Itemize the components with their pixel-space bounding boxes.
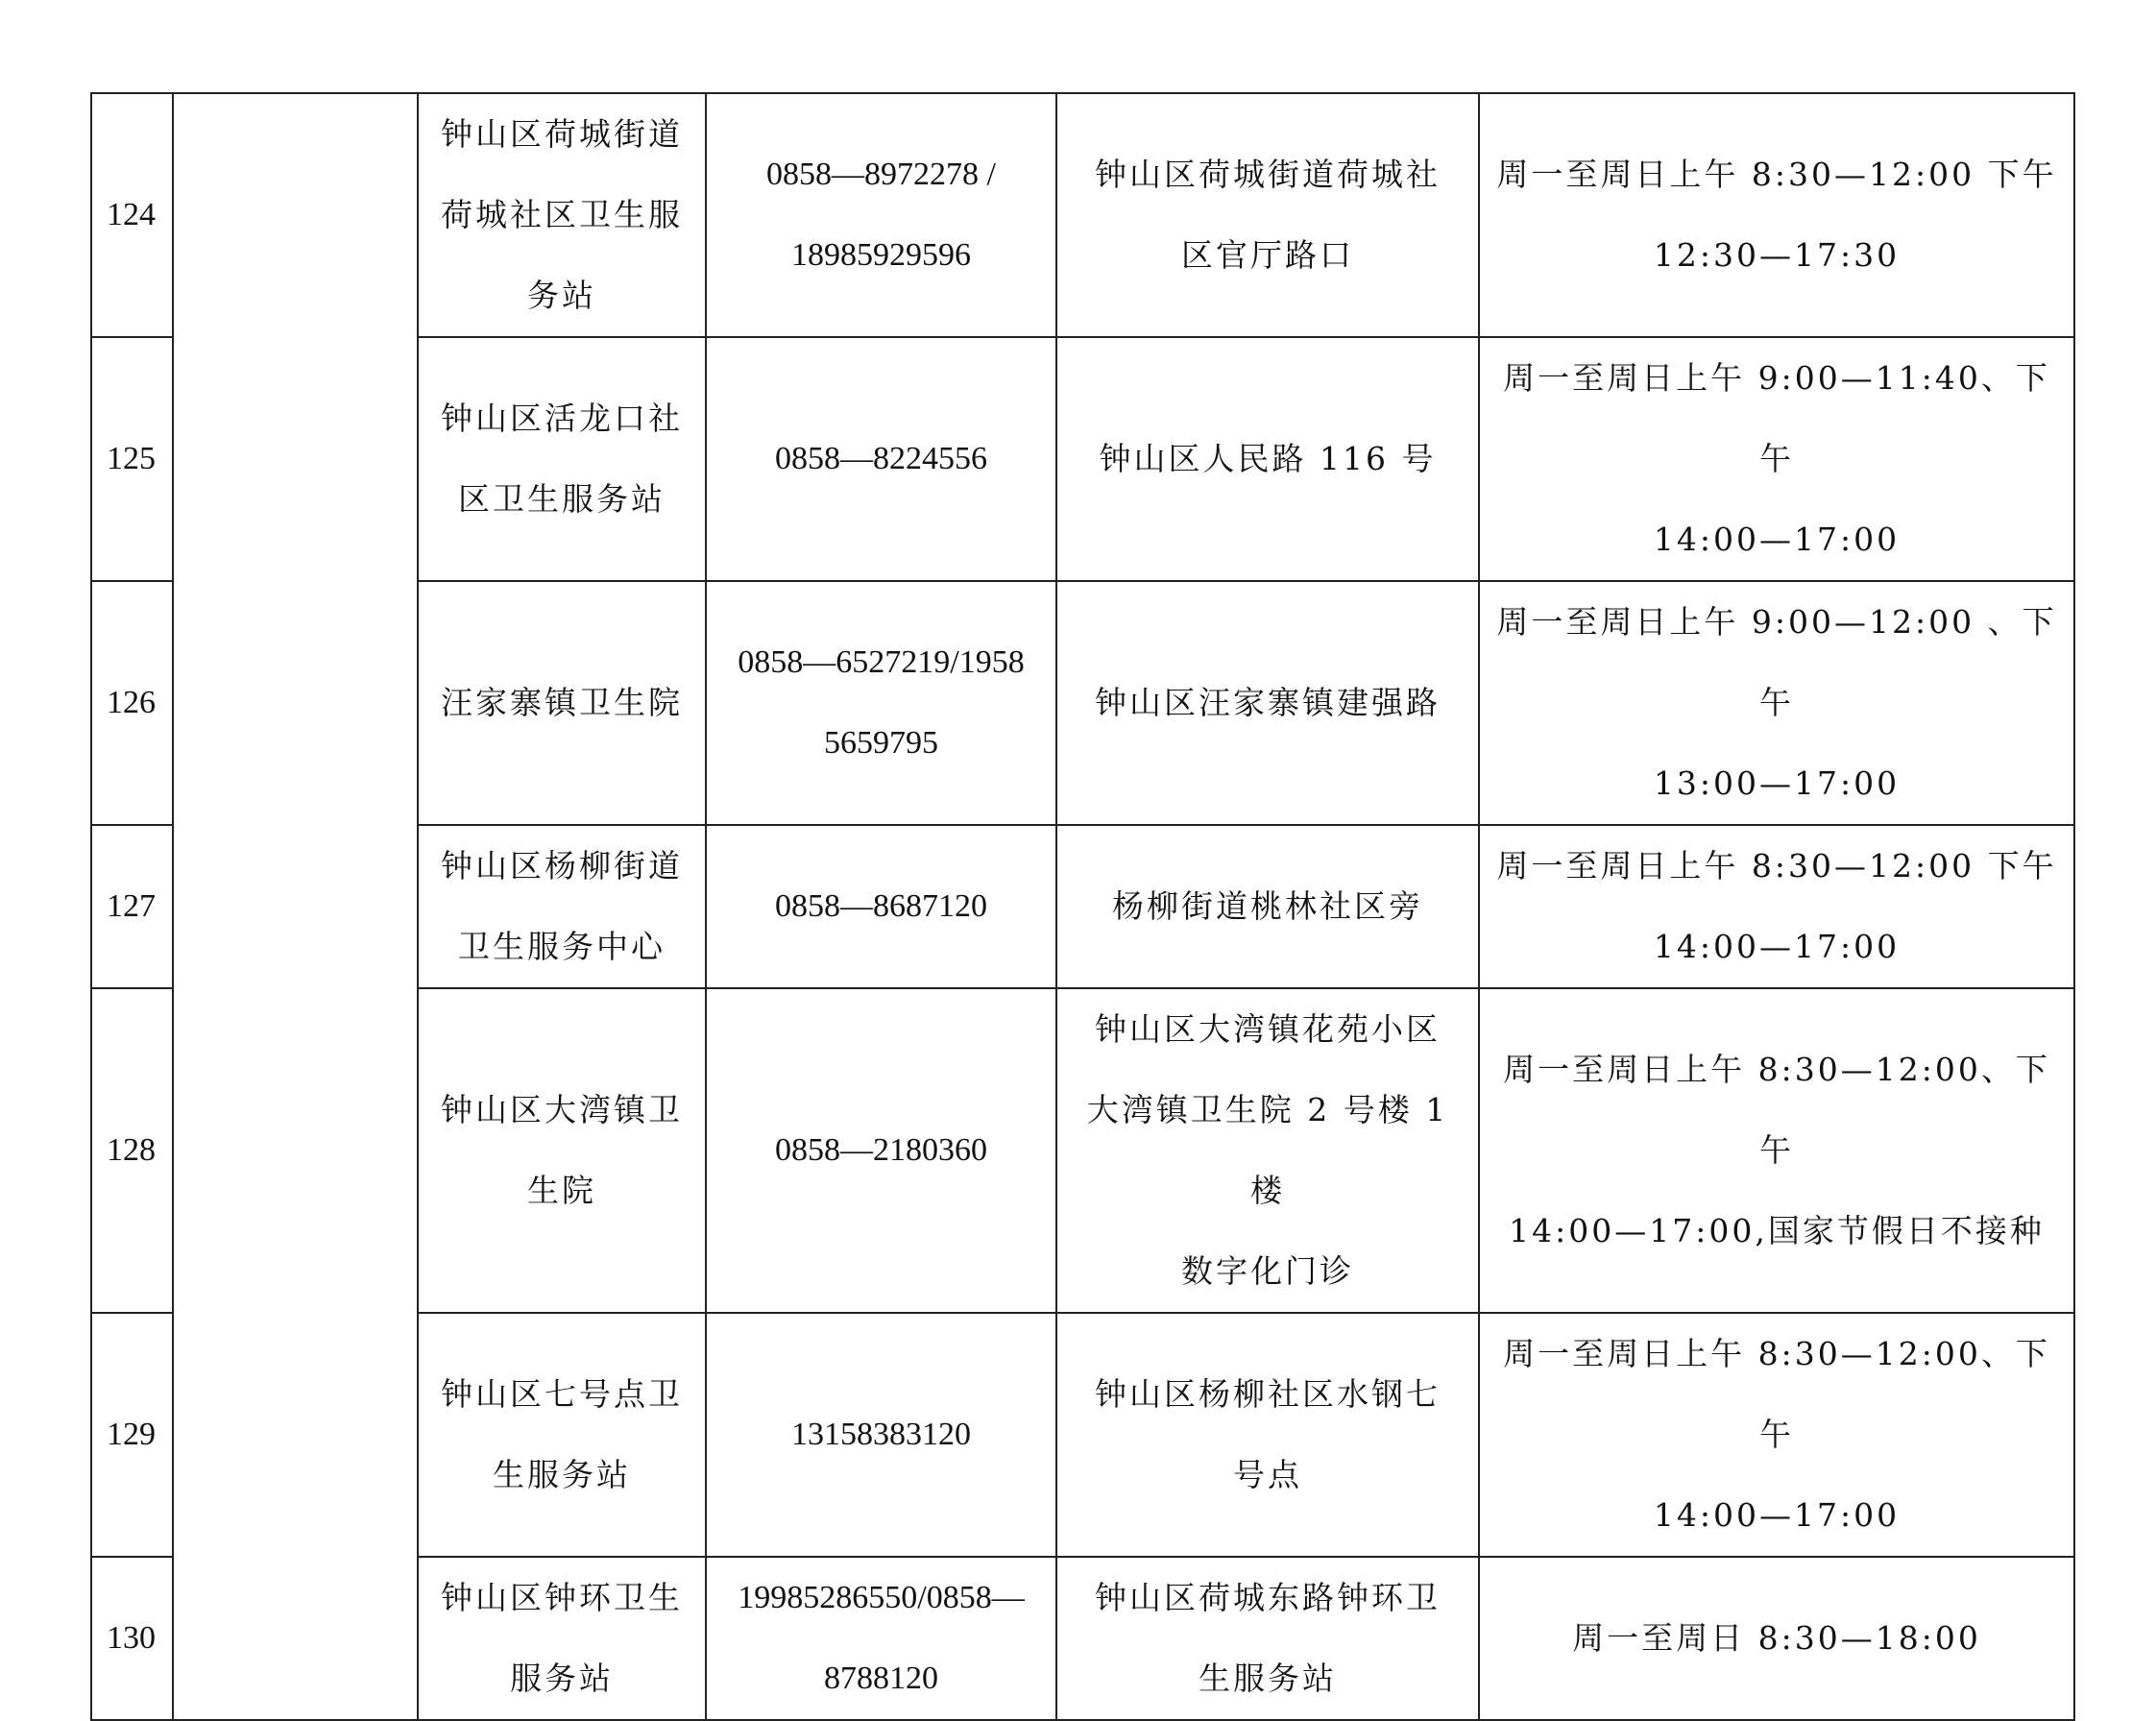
address-line: 钟山区荷城街道荷城社 [1095,156,1441,193]
address-line: 号点 [1233,1456,1302,1493]
address-line: 大湾镇卫生院 2 号楼 1 楼 [1086,1091,1449,1209]
hours-line: 周一至周日上午 8:30—12:00 下午 [1496,847,2057,885]
site-name-cell [418,337,706,581]
row-number: 125 [91,337,173,581]
row-number: 130 [91,1557,173,1720]
phone-cell [706,825,1056,988]
site-name-line: 务站 [527,277,596,314]
address-cell [1056,93,1479,337]
address-cell [1056,825,1479,988]
phone-line: 0858—8972278 / [766,157,996,192]
hours-cell [1479,581,2074,825]
site-name-cell [418,581,706,825]
hours-line: 周一至周日上午 8:30—12:00、下午 [1503,1335,2050,1453]
vaccination-site-table [90,92,2075,1721]
site-name-line: 钟山区杨柳街道 [441,847,683,885]
site-name-line: 服务站 [510,1660,614,1697]
site-name-cell [418,1557,706,1720]
phone-line: 0858—8687120 [775,888,987,924]
phone-cell [706,581,1056,825]
hours-line: 14:00—17:00,国家节假日不接种 [1509,1212,2045,1249]
hours-line: 周一至周日上午 9:00—11:40、下午 [1503,359,2050,477]
row-number: 128 [91,988,173,1313]
row-number: 124 [91,93,173,337]
hours-line: 周一至周日 8:30—18:00 [1572,1619,1981,1657]
hours-cell [1479,337,2074,581]
address-line: 数字化门诊 [1181,1252,1354,1290]
hours-line: 14:00—17:00 [1653,521,1901,558]
address-line: 区官厅路口 [1181,236,1354,274]
address-line: 生服务站 [1199,1660,1337,1697]
site-name-cell [418,988,706,1313]
hours-line: 13:00—17:00 [1653,764,1901,802]
phone-line: 19985286550/0858— [738,1580,1025,1615]
hours-cell [1479,988,2074,1313]
hours-cell [1479,825,2074,988]
phone-cell [706,1313,1056,1557]
hours-line: 周一至周日上午 8:30—12:00 下午 [1496,156,2057,193]
site-name-line: 钟山区活龙口社 [441,400,683,437]
row-number: 126 [91,581,173,825]
hours-line: 周一至周日上午 9:00—12:00 、下午 [1496,603,2057,721]
address-cell [1056,988,1479,1313]
phone-line: 13158383120 [791,1417,971,1452]
row-number: 129 [91,1313,173,1557]
address-line: 钟山区汪家寨镇建强路 [1095,684,1441,721]
site-name-line: 钟山区钟环卫生 [441,1579,683,1616]
site-name-line: 钟山区大湾镇卫 [441,1091,683,1128]
phone-line: 0858—2180360 [775,1132,987,1168]
hours-cell [1479,93,2074,337]
phone-line: 0858—8224556 [775,441,987,476]
hours-line: 14:00—17:00 [1653,1496,1901,1534]
phone-cell [706,93,1056,337]
site-name-line: 区卫生服务站 [458,480,666,518]
phone-cell [706,988,1056,1313]
hours-line: 14:00—17:00 [1653,928,1901,965]
site-name-line: 生服务站 [493,1456,631,1493]
phone-line: 18985929596 [791,237,971,273]
site-name-line: 生院 [527,1172,596,1209]
hours-cell [1479,1313,2074,1557]
address-cell [1056,1313,1479,1557]
address-line: 钟山区荷城东路钟环卫 [1095,1579,1441,1616]
address-line: 钟山区人民路 116 号 [1099,440,1437,477]
hours-line: 周一至周日上午 8:30—12:00、下午 [1503,1051,2050,1169]
site-name-cell [418,825,706,988]
table-row [91,93,2074,337]
site-name-cell [418,1313,706,1557]
address-line: 钟山区大湾镇花苑小区 [1095,1010,1441,1048]
site-name-line: 荷城社区卫生服 [441,196,683,233]
address-line: 杨柳街道桃林社区旁 [1112,887,1423,925]
address-cell [1056,337,1479,581]
merged-district-cell [173,93,418,1720]
row-number: 127 [91,825,173,988]
site-name-line: 汪家寨镇卫生院 [441,684,683,721]
address-line: 钟山区杨柳社区水钢七 [1095,1375,1441,1413]
site-name-line: 钟山区七号点卫 [441,1375,683,1413]
table-body [91,93,2074,1720]
phone-cell [706,337,1056,581]
address-cell [1056,1557,1479,1720]
site-name-line: 卫生服务中心 [458,928,666,965]
phone-line: 8788120 [824,1660,938,1696]
site-name-line: 钟山区荷城街道 [441,115,683,153]
hours-cell [1479,1557,2074,1720]
phone-line: 0858—6527219/1958 [738,644,1025,680]
site-name-cell [418,93,706,337]
address-cell [1056,581,1479,825]
phone-cell [706,1557,1056,1720]
hours-line: 12:30—17:30 [1653,236,1901,274]
phone-line: 5659795 [824,725,938,761]
